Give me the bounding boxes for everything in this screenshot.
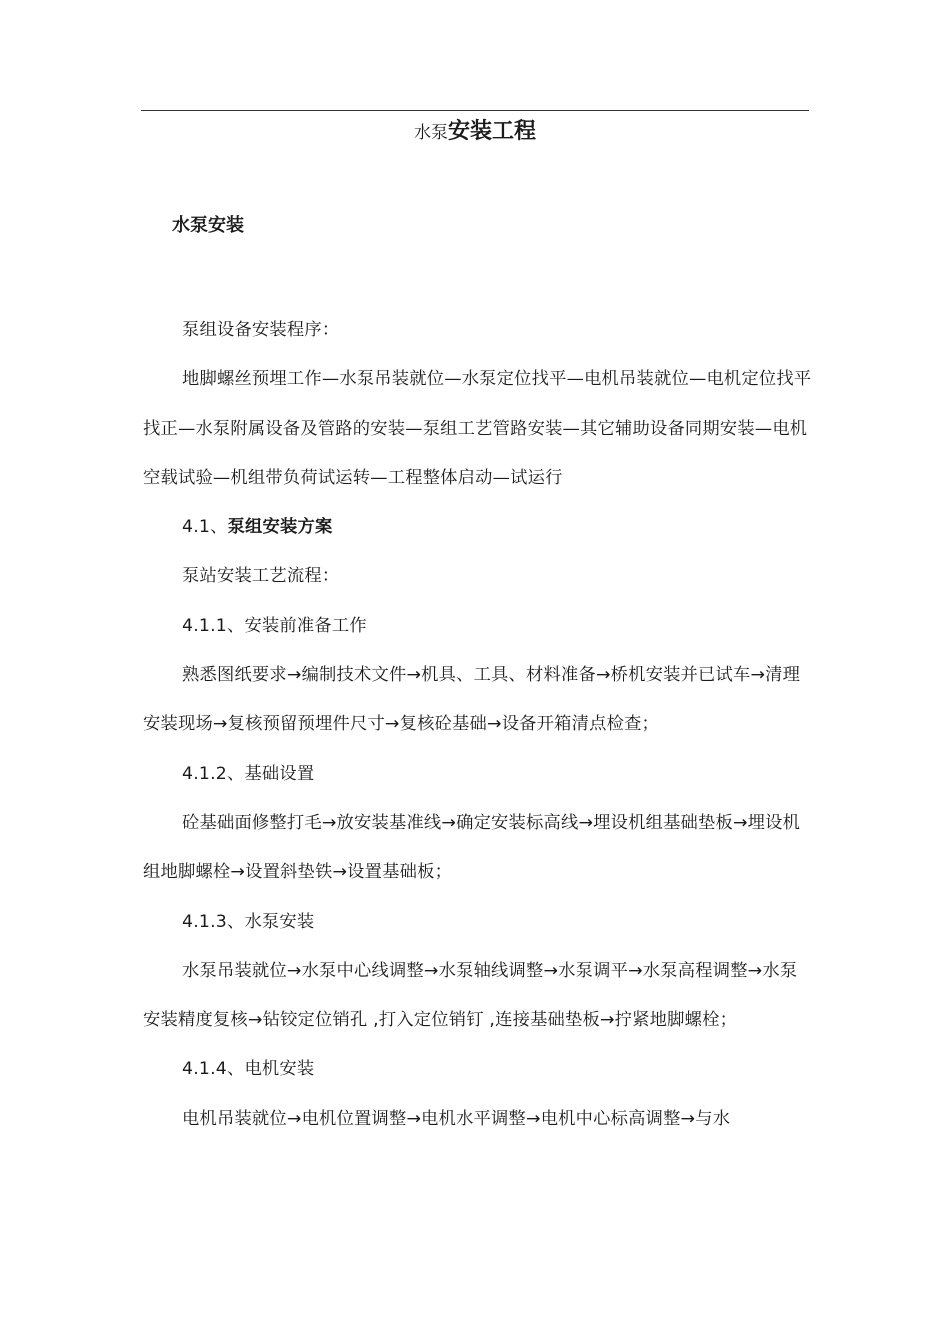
subheading-title: 泵组安装方案 bbox=[227, 517, 333, 538]
subheading-4-1 bbox=[143, 503, 813, 552]
paragraph-pump-install-steps: 水泵吊装就位→水泵中心线调整→水泵轴线调整→水泵调平→水泵高程调整→水泵安装精度复核→钻铰定位销孔 ,打入定位销钉 ,连接基础垫板→拧紧地脚螺栓； bbox=[143, 960, 798, 1031]
body-text bbox=[143, 306, 813, 1144]
paragraph-motor-install-steps: 电机吊装就位→电机位置调整→电机水平调整→电机中心标高调整→与水 bbox=[182, 1108, 731, 1129]
subheading-4-1-1: 4.1.1、安装前准备工作 bbox=[182, 615, 367, 636]
subheading-4-1-3: 4.1.3、水泵安装 bbox=[182, 911, 315, 932]
section-heading: 水泵安装 bbox=[172, 215, 244, 236]
subheading-4-1-2: 4.1.2、基础设置 bbox=[182, 763, 315, 784]
title-prefix: 水泵 bbox=[413, 123, 448, 143]
paragraph-process-label: 泵站安装工艺流程： bbox=[182, 566, 340, 587]
paragraph-preparation-steps: 熟悉图纸要求→编制技术文件→机具、工具、材料准备→桥机安装并已试车→清理安装现场→复核预留预埋件尺寸→复核砼基础→设备开箱清点检查； bbox=[143, 665, 801, 735]
paragraph-procedure-steps: 地脚螺丝预埋工作—水泵吊装就位—水泵定位找平—电机吊装就位—电机定位找平找正—水泵附属设备及管路的安装—泵组工艺管路安装—其它辅助设备同期安装—电机空载试验—机组带负荷试运转—工程整体启动—试运行 bbox=[143, 369, 812, 488]
document-title bbox=[141, 116, 809, 149]
subheading-number: 4.1、 bbox=[182, 517, 228, 538]
paragraph-procedure-label: 泵组设备安装程序： bbox=[182, 320, 340, 340]
paragraph-foundation-steps: 砼基础面修整打毛→放安装基准线→确定安装标高线→埋设机组基础垫板→埋设机组地脚螺栓→设置斜垫铁→设置基础板； bbox=[143, 812, 801, 883]
header-rule bbox=[141, 110, 809, 111]
subheading-4-1-4: 4.1.4、电机安装 bbox=[182, 1059, 315, 1080]
title-main: 安装工程 bbox=[447, 119, 536, 144]
